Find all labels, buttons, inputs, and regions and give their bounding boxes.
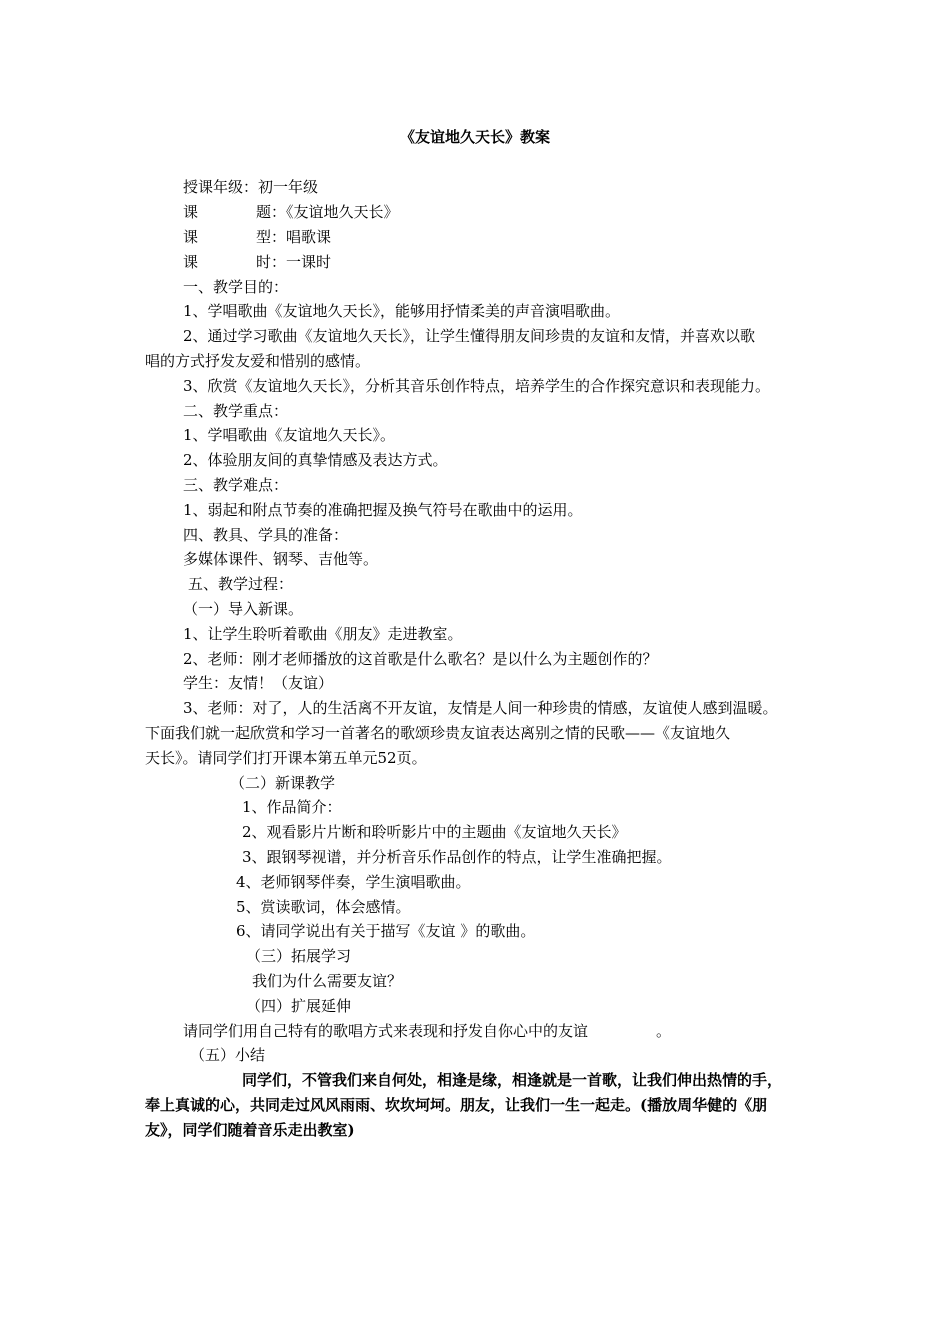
summary-line: 奉上真诚的心，共同走过风风雨雨、坎坎坷坷。朋友，让我们一生一起走。(播放周华健的《朋 — [145, 1096, 768, 1114]
section-heading: 四、教具、学具的准备： — [183, 526, 349, 544]
paragraph-line: 下面我们就一起欣赏和学习一首著名的歌颂珍贵友谊表达离别之情的民歌——《友谊地久 — [145, 724, 731, 742]
paragraph-line: 2、老师：刚才老师播放的这首歌是什么歌名？是以什么为主题创作的？ — [183, 650, 658, 668]
paragraph-line: 1、作品简介： — [242, 798, 342, 816]
paragraph-line: 学生：友情！（友谊） — [183, 674, 334, 692]
paragraph-line: 1、让学生聆听着歌曲《朋友》走进教室。 — [183, 625, 463, 643]
paragraph-line: 6、请同学说出有关于描写《友谊 》的歌曲。 — [236, 922, 536, 940]
paragraph-line: 唱的方式抒发友爱和惜别的感情。 — [145, 352, 371, 370]
hours-value: 时：一课时 — [256, 253, 332, 271]
hours-line — [183, 252, 331, 272]
paragraph-line: 5、赏读歌词，体会感情。 — [236, 898, 411, 916]
summary-line: 同学们，不管我们来自何处，相逢是缘，相逢就是一首歌，让我们伸出热情的手， — [242, 1071, 783, 1089]
subsection-heading: （一）导入新课。 — [183, 600, 304, 618]
subsection-heading: （五）小结 — [190, 1046, 266, 1064]
topic-line — [183, 202, 399, 222]
subsection-heading: （四）扩展延伸 — [246, 997, 352, 1015]
subsection-heading: （三）拓展学习 — [246, 947, 352, 965]
section-heading: 一、教学目的： — [183, 278, 289, 296]
type-label: 课 — [183, 228, 199, 246]
paragraph-line: 3、欣赏《友谊地久天长》，分析其音乐创作特点，培养学生的合作探究意识和表现能力。 — [183, 377, 771, 395]
section-heading: 三、教学难点： — [183, 476, 289, 494]
paragraph-line: 我们为什么需要友谊？ — [252, 972, 403, 990]
paragraph-line: 4、老师钢琴伴奏，学生演唱歌曲。 — [236, 873, 471, 891]
paragraph-line — [183, 1021, 671, 1041]
summary-line: 友》，同学们随着音乐走出教室) — [145, 1121, 355, 1139]
paragraph-text: 。 — [656, 1022, 672, 1040]
paragraph-line: 天长》。请同学们打开课本第五单元52页。 — [145, 749, 427, 767]
topic-value: 题：《友谊地久天长》 — [256, 203, 399, 221]
document-title: 《友谊地久天长》教案 — [399, 128, 550, 146]
subsection-heading: （二）新课教学 — [230, 774, 336, 792]
paragraph-line: 1、学唱歌曲《友谊地久天长》，能够用抒情柔美的声音演唱歌曲。 — [183, 302, 621, 320]
paragraph-line: 多媒体课件、钢琴、吉他等。 — [183, 550, 379, 568]
paragraph-line: 3、跟钢琴视谱，并分析音乐作品创作的特点，让学生准确把握。 — [242, 848, 672, 866]
paragraph-text: 请同学们用自己特有的歌唱方式来表现和抒发自你心中的友谊 — [183, 1022, 589, 1040]
section-heading: 二、教学重点： — [183, 402, 289, 420]
hours-label: 课 — [183, 253, 199, 271]
topic-label: 课 — [183, 203, 199, 221]
paragraph-line: 1、学唱歌曲《友谊地久天长》。 — [183, 426, 396, 444]
section-heading: 五、教学过程： — [188, 575, 294, 593]
paragraph-line: 2、观看影片片断和聆听影片中的主题曲《友谊地久天长》 — [242, 823, 627, 841]
paragraph-line: 2、通过学习歌曲《友谊地久天长》，让学生懂得朋友间珍贵的友谊和友情，并喜欢以歌 — [183, 327, 756, 345]
paragraph-line: 1、弱起和附点节奏的准确把握及换气符号在歌曲中的运用。 — [183, 501, 583, 519]
paragraph-line: 3、老师：对了，人的生活离不开友谊，友情是人间一种珍贵的情感，友谊使人感到温暖。 — [183, 699, 778, 717]
grade-line: 授课年级：初一年级 — [183, 178, 319, 196]
type-value: 型：唱歌课 — [256, 228, 332, 246]
type-line — [183, 227, 331, 247]
paragraph-line: 2、体验朋友间的真挚情感及表达方式。 — [183, 451, 448, 469]
